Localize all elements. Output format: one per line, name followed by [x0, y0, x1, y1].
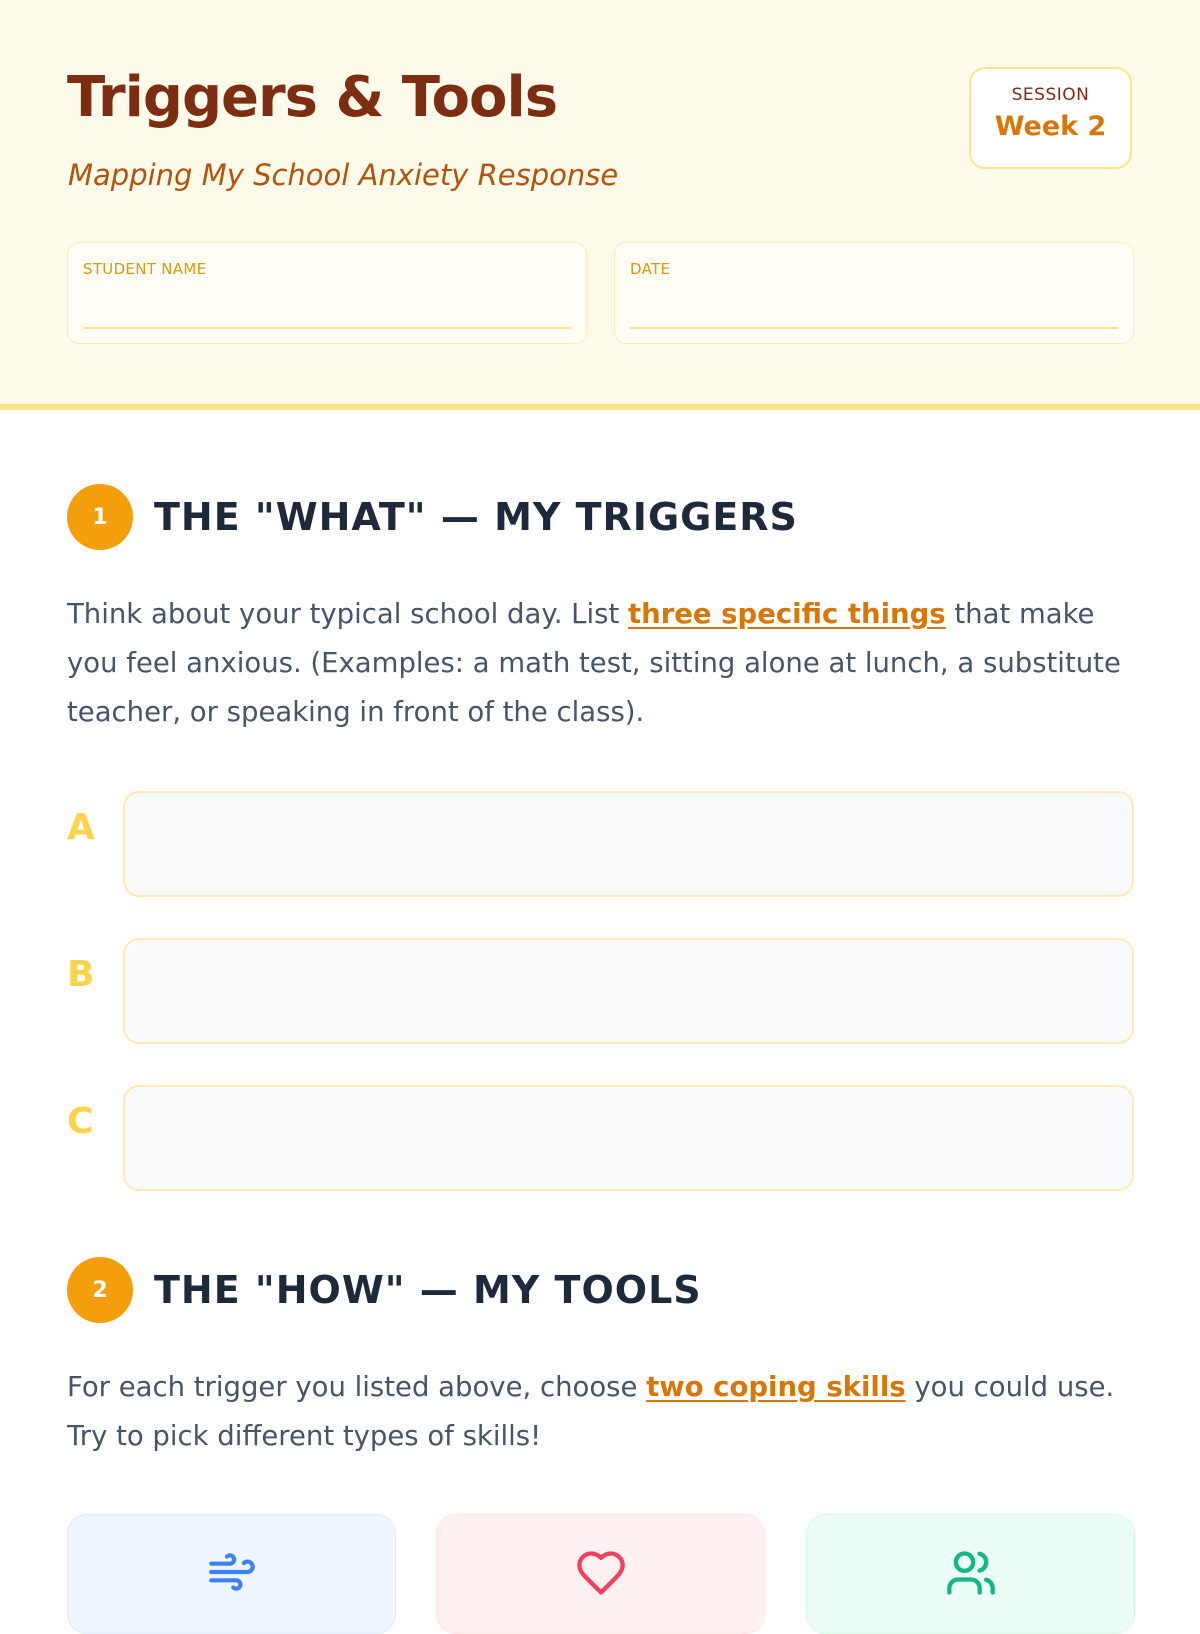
trigger-answer-box-c[interactable]	[123, 1085, 1134, 1191]
session-badge	[969, 67, 1132, 169]
answer-letter: C	[67, 1101, 94, 1142]
student-name-field[interactable]	[67, 242, 587, 344]
section-2-heading	[67, 1257, 702, 1323]
student-name-input-line[interactable]	[83, 327, 571, 329]
page-title: Triggers & Tools	[67, 65, 558, 130]
instruction-text: that make you feel anxious. (Examples: a math test, sitting alone at lunch, a substitute teacher, or speaking in front of the class).	[67, 598, 1121, 728]
date-field[interactable]	[614, 242, 1134, 344]
instruction-text: For each trigger you listed above, choose	[67, 1371, 647, 1403]
section-2-instructions	[67, 1363, 1142, 1461]
answer-letter: B	[67, 954, 95, 995]
worksheet-header	[0, 0, 1200, 410]
date-input-line[interactable]	[630, 327, 1118, 329]
page-subtitle: Mapping My School Anxiety Response	[68, 158, 619, 192]
trigger-answer-box-b[interactable]	[123, 938, 1134, 1044]
section-1-heading	[67, 484, 798, 550]
section-number-badge: 1	[67, 484, 133, 550]
heart-icon	[575, 1547, 627, 1599]
users-icon	[945, 1547, 997, 1599]
highlighted-phrase: two coping skills	[646, 1371, 906, 1403]
instruction-text: Think about your typical school day. List	[67, 598, 628, 630]
section-title: THE "HOW" — MY TOOLS	[154, 1268, 702, 1312]
section-1-instructions	[67, 590, 1142, 737]
date-label: DATE	[630, 260, 671, 278]
trigger-answer-row-b	[67, 938, 1134, 1044]
answer-letter: A	[67, 807, 95, 848]
session-label: SESSION	[1011, 85, 1090, 105]
highlighted-phrase: three specific things	[628, 598, 946, 630]
session-value: Week 2	[994, 111, 1107, 142]
skill-card-breathing[interactable]	[67, 1514, 396, 1634]
trigger-answer-row-c	[67, 1085, 1134, 1191]
student-name-label: STUDENT NAME	[83, 260, 207, 278]
skill-card-feelings[interactable]	[436, 1514, 765, 1634]
instruction-text: you could use. Try to pick different types of skills!	[67, 1371, 1115, 1452]
section-title: THE "WHAT" — MY TRIGGERS	[154, 495, 798, 539]
skill-card-social[interactable]	[806, 1514, 1135, 1634]
trigger-answer-row-a	[67, 791, 1134, 897]
trigger-answer-box-a[interactable]	[123, 791, 1134, 897]
section-number-badge: 2	[67, 1257, 133, 1323]
wind-icon	[207, 1547, 257, 1597]
